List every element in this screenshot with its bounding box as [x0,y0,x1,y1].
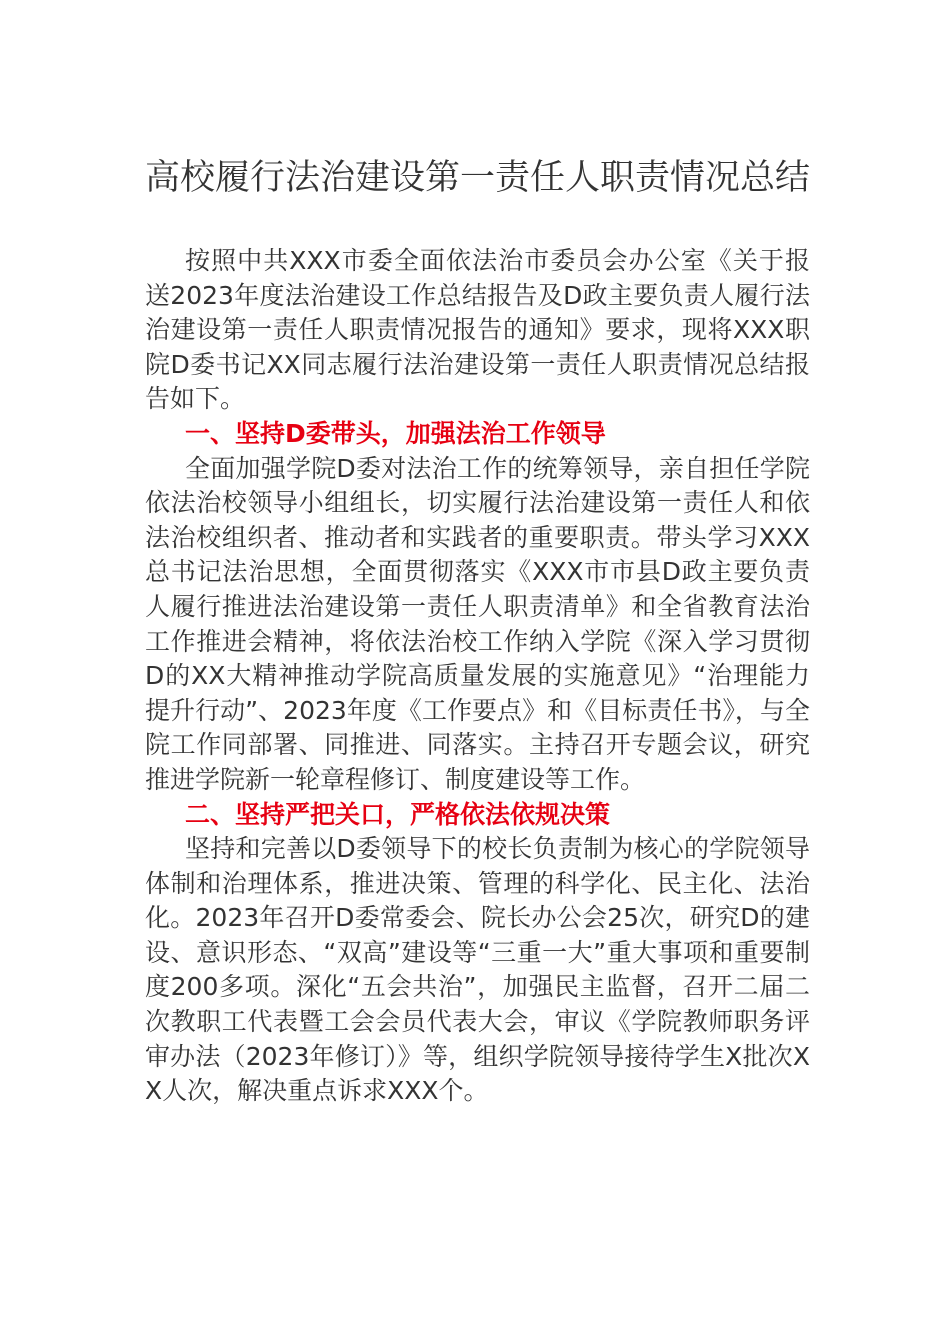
document-page [145,0,810,1109]
section-heading-2: 二、坚持严把关口，严格依法依规决策 [185,799,611,829]
document-title: 高校履行法治建设第一责任人职责情况总结 [145,158,811,198]
section-heading-1: 一、坚持D委带头，加强法治工作领导 [185,418,606,448]
section-paragraph-2: 坚持和完善以D委领导下的校长负责制为核心的学院领导体制和治理体系，推进决策、管理的科学化、民主化、法治化。2023年召开D委常委会、院长办公会25次，研究D的建设、意识形态、“双高”建设等“三重一大”重大事项和重要制度200多项。深化“五会共治”，加强民主监督，召开二届二次教职工代表暨工会会员代表大会，审议《学院教师职务评审办法（2023年修订）》等，组织学院领导接待学生X批次XX人次，解决重点诉求XXX个。 [145,834,810,1106]
section-paragraph-1: 全面加强学院D委对法治工作的统筹领导，亲自担任学院依法治校领导小组组长，切实履行法治建设第一责任人和依法治校组织者、推动者和实践者的重要职责。带头学习XXX总书记法治思想，全面贯彻落实《XXX市市县D政主要负责人履行推进法治建设第一责任人职责清单》和全省教育法治工作推进会精神，将依法治校工作纳入学院《深入学习贯彻D的XX大精神推动学院高质量发展的实施意见》“治理能力提升行动”、2023年度《工作要点》和《目标责任书》，与全院工作同部署、同推进、同落实。主持召开专题会议，研究推进学院新一轮章程修订、制度建设等工作。 [145,453,810,794]
intro-paragraph: 按照中共XXX市委全面依法治市委员会办公室《关于报送2023年度法治建设工作总结报告及D政主要负责人履行法治建设第一责任人职责情况报告的通知》要求，现将XXX职院D委书记XX同志履行法治建设第一责任人职责情况总结报告如下。 [145,246,810,414]
document-body [145,244,810,1109]
